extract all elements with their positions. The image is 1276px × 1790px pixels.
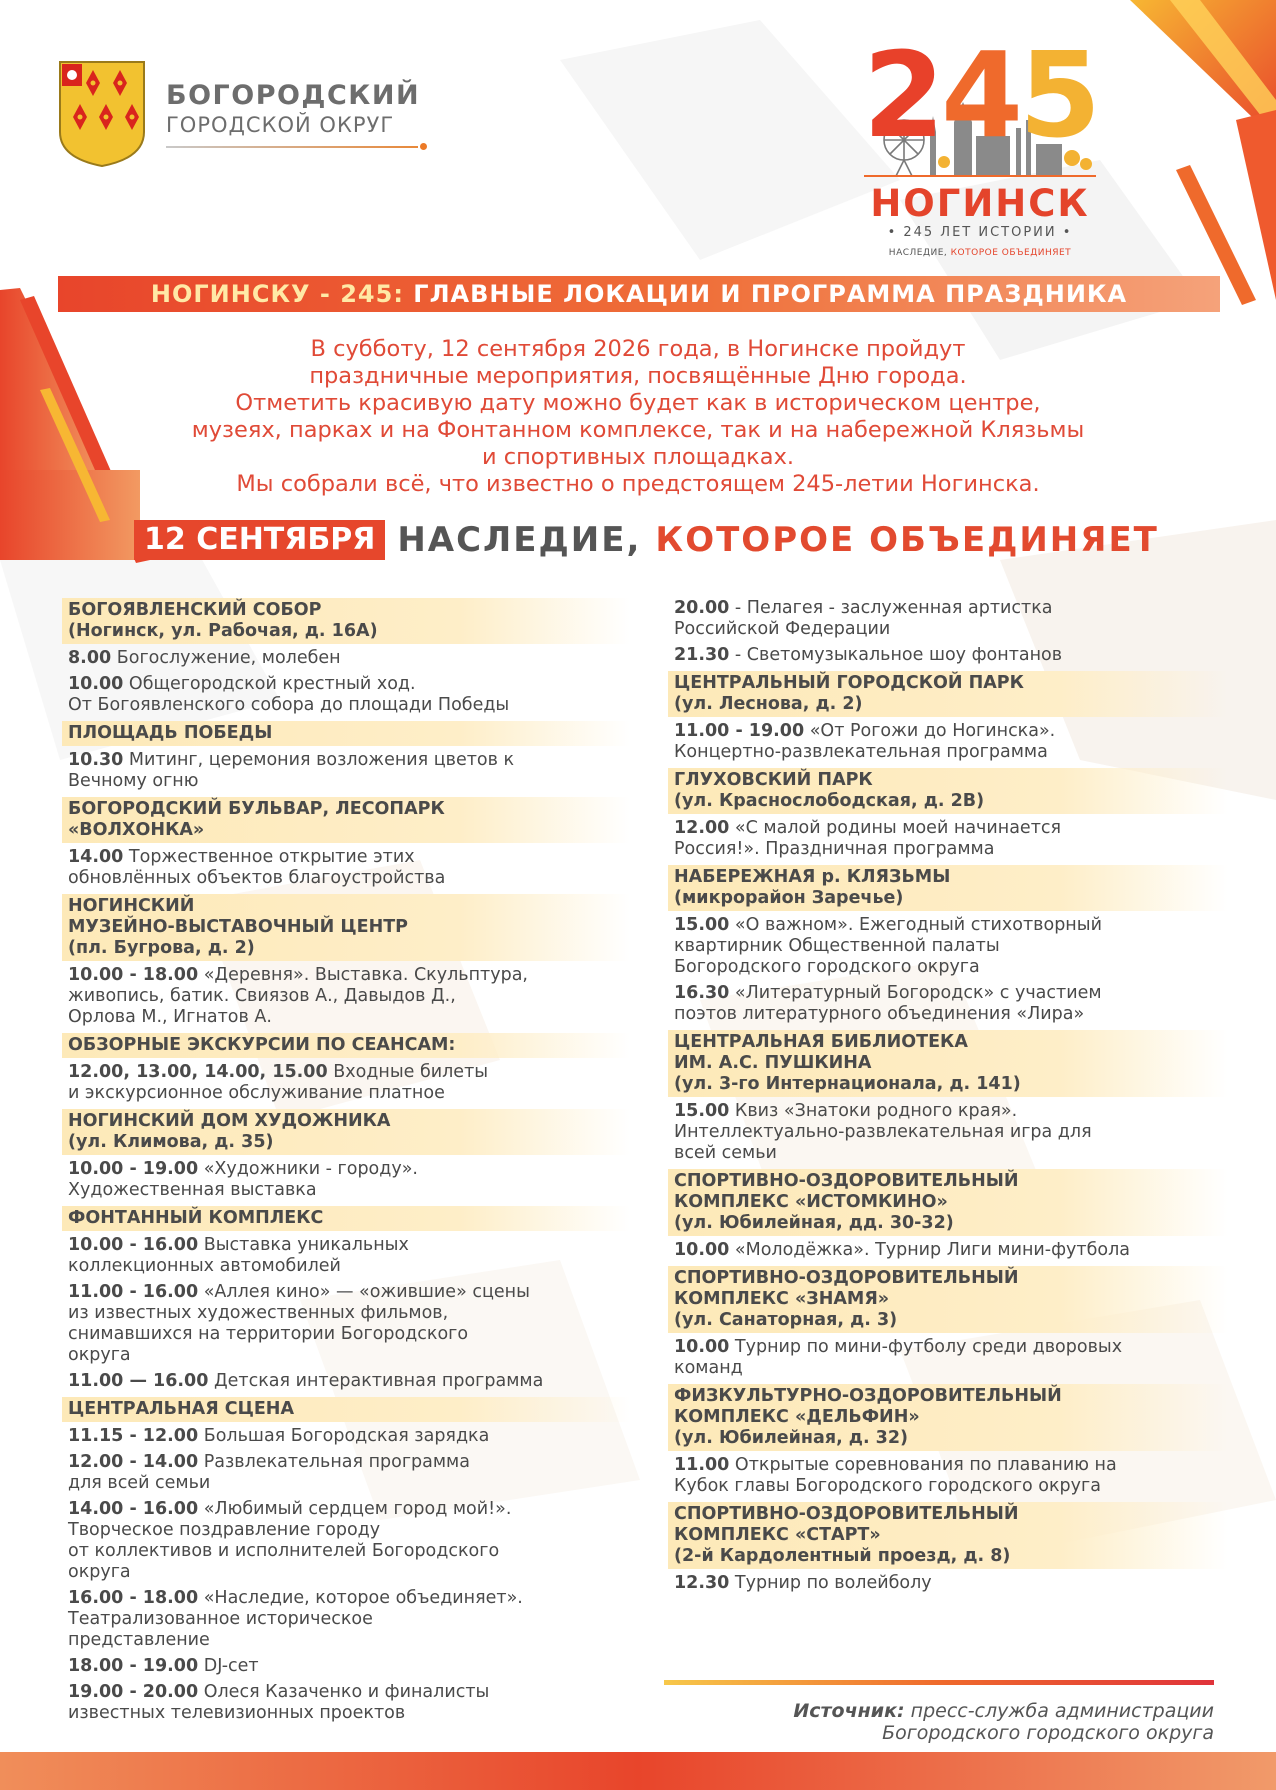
schedule-event-line: 11.15 - 12.00 Большая Богородская зарядка (68, 1426, 490, 1446)
venue-heading-line: КОМПЛЕКС «ЗНАМЯ» (674, 1289, 890, 1309)
venue-heading-line: КОМПЛЕКС «ИСТОМКИНО» (674, 1192, 948, 1212)
schedule-event-line: 19.00 - 20.00 Олеся Казаченко и финалисты (68, 1682, 490, 1702)
schedule-event-line: живопись, батик. Свиязов А., Давыдов Д., (68, 986, 456, 1006)
schedule-event-line: Концертно-развлекательная программа (674, 742, 1048, 762)
venue-heading-line: ИМ. А.С. ПУШКИНА (674, 1053, 872, 1073)
venue-heading-line: НОГИНСКИЙ ДОМ ХУДОЖНИКА (68, 1111, 391, 1131)
schedule-event-line: 14.00 Торжественное открытие этих (68, 847, 415, 867)
venue-heading-line: ПЛОЩАДЬ ПОБЕДЫ (68, 723, 273, 743)
venue-heading-line: БОГОЯВЛЕНСКИЙ СОБОР (68, 600, 322, 620)
event-time: 10.00 (674, 1337, 730, 1357)
event-time: 16.30 (674, 983, 730, 1003)
venue-heading-line: СПОРТИВНО-ОЗДОРОВИТЕЛЬНЫЙ (674, 1504, 1019, 1524)
source-credit (620, 1700, 1214, 1744)
intro-line: В субботу, 12 сентября 2026 года, в Ногинске пройдут (310, 336, 966, 362)
schedule-event-line: Театрализованное историческое (68, 1609, 373, 1629)
schedule-event-line: квартирник Общественной палаты (674, 936, 1000, 956)
venue-heading (62, 1109, 630, 1155)
schedule-event (674, 598, 1222, 640)
event-time: 20.00 (674, 598, 730, 618)
schedule-event (674, 721, 1222, 763)
schedule-event-line: 11.00 — 16.00 Детская интерактивная программа (68, 1371, 544, 1391)
event-time: 10.30 (68, 750, 124, 770)
schedule-event-line: всей семьи (674, 1143, 777, 1163)
schedule-event-line: 11.00 - 16.00 «Аллея кино» — «ожившие» сцены (68, 1282, 530, 1302)
logo-years-history: • 245 ЛЕТ ИСТОРИИ • (887, 225, 1073, 240)
event-time: 15.00 (674, 1101, 730, 1121)
venue-heading-line: СПОРТИВНО-ОЗДОРОВИТЕЛЬНЫЙ (674, 1268, 1019, 1288)
schedule-event-line: округа (68, 1562, 131, 1582)
schedule-event (68, 847, 624, 889)
schedule-event (674, 1240, 1222, 1261)
source-label: Источник: (793, 1700, 905, 1722)
venue-heading (668, 1266, 1228, 1333)
source-text1: пресс-служба администрации (910, 1700, 1214, 1722)
venue-heading-line: (ул. 3-го Интернационала, д. 141) (674, 1074, 1021, 1094)
schedule-event-line: 14.00 - 16.00 «Любимый сердцем город мой!». (68, 1499, 512, 1519)
source-divider (664, 1680, 1214, 1685)
schedule-event (674, 1455, 1222, 1497)
schedule-event (674, 915, 1222, 978)
schedule-event (68, 750, 624, 792)
event-time: 21.30 (674, 645, 730, 665)
page-title-highlight: НОГИНСКУ - 245: (150, 280, 404, 308)
event-time: 10.00 (674, 1240, 730, 1260)
banner-text-1: НАСЛЕДИЕ, (397, 520, 642, 560)
venue-heading (668, 1169, 1228, 1236)
schedule-event-line: 16.30 «Литературный Богородск» с участием (674, 983, 1102, 1003)
schedule-event-line: из известных художественных фильмов, (68, 1303, 449, 1323)
intro-line: праздничные мероприятия, посвящённые Дню города. (309, 363, 967, 389)
schedule-event-line: Интеллектуально-развлекательная игра для (674, 1122, 1092, 1142)
schedule-event-line: округа (68, 1345, 131, 1365)
schedule-event-line: Художественная выставка (68, 1180, 317, 1200)
schedule-event-line: Вечному огню (68, 771, 199, 791)
schedule-event-line: 10.00 Общегородской крестный ход. (68, 674, 416, 694)
schedule-event-line: 16.00 - 18.00 «Наследие, которое объединяет». (68, 1588, 523, 1608)
event-time: 18.00 - 19.00 (68, 1656, 199, 1676)
schedule-event-line: 10.00 «Молодёжка». Турнир Лиги мини-футбола (674, 1240, 1131, 1260)
event-time: 15.00 (674, 915, 730, 935)
schedule-event (68, 648, 624, 669)
district-name (166, 80, 420, 148)
venue-heading-line: НОГИНСКИЙ (68, 896, 195, 916)
schedule-event-line: известных телевизионных проектов (68, 1703, 406, 1723)
schedule-event (68, 1426, 624, 1447)
venue-heading-line: КОМПЛЕКС «СТАРТ» (674, 1525, 881, 1545)
venue-heading (668, 865, 1228, 911)
schedule-event-line: 10.00 - 18.00 «Деревня». Выставка. Скульптура, (68, 965, 528, 985)
venue-heading-line: (пл. Бугрова, д. 2) (68, 938, 255, 958)
schedule-event-line: 10.00 Турнир по мини-футболу среди дворовых (674, 1337, 1123, 1357)
schedule-event-line: снимавшихся на территории Богородского (68, 1324, 469, 1344)
event-time: 10.00 (68, 674, 124, 694)
intro-line: музеях, парках и на Фонтанном комплексе, так и на набережной Клязьмы (191, 417, 1085, 443)
venue-heading-line: ЦЕНТРАЛЬНАЯ СЦЕНА (68, 1399, 294, 1419)
venue-heading-line: (ул. Климова, д. 35) (68, 1132, 274, 1152)
venue-heading (668, 1384, 1228, 1451)
venue-heading (62, 598, 630, 644)
event-time: 8.00 (68, 648, 112, 668)
venue-heading (62, 797, 630, 843)
event-time: 11.00 (674, 1455, 730, 1475)
venue-heading-line: ЦЕНТРАЛЬНАЯ БИБЛИОТЕКА (674, 1032, 968, 1052)
schedule-event (68, 1159, 624, 1201)
district-coat-of-arms (58, 60, 146, 168)
schedule-event (68, 1235, 624, 1277)
venue-heading-line: БОГОРОДСКИЙ БУЛЬВАР, ЛЕСОПАРК (68, 799, 445, 819)
event-time: 19.00 - 20.00 (68, 1682, 199, 1702)
schedule-event-line: представление (68, 1630, 210, 1650)
venue-heading-line: СПОРТИВНО-ОЗДОРОВИТЕЛЬНЫЙ (674, 1171, 1019, 1191)
schedule-event-line: 8.00 Богослужение, молебен (68, 648, 341, 668)
venue-heading (62, 1397, 630, 1422)
schedule-event (68, 1682, 624, 1724)
schedule-event (68, 1371, 624, 1392)
venue-heading (62, 721, 630, 746)
logo-motto-part1: НАСЛЕДИЕ, (888, 248, 948, 258)
schedule-right-column (674, 598, 1222, 1599)
schedule-event (68, 1452, 624, 1494)
venue-heading-line: НАБЕРЕЖНАЯ р. КЛЯЗЬМЫ (674, 867, 951, 887)
event-time: 10.00 - 16.00 (68, 1235, 199, 1255)
digit-2: 2 (862, 26, 941, 164)
schedule-event (68, 1499, 624, 1583)
venue-heading-line: ГЛУХОВСКИЙ ПАРК (674, 770, 873, 790)
schedule-event (68, 1656, 624, 1677)
event-time: 11.00 — 16.00 (68, 1371, 209, 1391)
event-time: 16.00 - 18.00 (68, 1588, 199, 1608)
venue-heading-line: КОМПЛЕКС «ДЕЛЬФИН» (674, 1407, 920, 1427)
logo-city-name: НОГИНСК (870, 182, 1090, 225)
venue-heading (668, 671, 1228, 717)
venue-heading (668, 1030, 1228, 1097)
schedule-event-line: 18.00 - 19.00 DJ-сет (68, 1656, 259, 1676)
schedule-event-line: Творческое поздравление городу (68, 1520, 381, 1540)
schedule-event-line: Богородского городского округа (674, 957, 980, 977)
venue-heading-line: «ВОЛХОНКА» (68, 820, 205, 840)
anniversary-number (860, 26, 1100, 164)
venue-heading-line: (ул. Краснослободская, д. 2В) (674, 791, 985, 811)
schedule-event-line: 12.30 Турнир по волейболу (674, 1573, 932, 1593)
venue-heading-line: ФИЗКУЛЬТУРНО-ОЗДОРОВИТЕЛЬНЫЙ (674, 1386, 1062, 1406)
venue-heading-line: (ул. Юбилейная, дд. 30-32) (674, 1213, 954, 1233)
event-time: 14.00 - 16.00 (68, 1499, 199, 1519)
page-title (58, 276, 1220, 312)
anniversary-logo (860, 26, 1100, 258)
venue-heading-line: (ул. Юбилейная, д. 32) (674, 1428, 909, 1448)
schedule-event (674, 645, 1222, 666)
intro-line: и спортивных площадках. (481, 444, 795, 470)
banner-date: 12 СЕНТЯБРЯ (134, 520, 385, 560)
event-time: 10.00 - 18.00 (68, 965, 199, 985)
venue-heading-line: ФОНТАННЫЙ КОМПЛЕКС (68, 1208, 324, 1228)
venue-heading (62, 894, 630, 961)
venue-heading-line: ОБЗОРНЫЕ ЭКСКУРСИИ ПО СЕАНСАМ: (68, 1035, 456, 1055)
schedule-left-column (68, 598, 624, 1729)
schedule-event-line: 10.00 - 19.00 «Художники - городу». (68, 1159, 418, 1179)
schedule-event (68, 674, 624, 716)
schedule-event (68, 965, 624, 1028)
venue-heading (62, 1206, 630, 1231)
venue-heading-line: ЦЕНТРАЛЬНЫЙ ГОРОДСКОЙ ПАРК (674, 673, 1024, 693)
venue-heading-line: (ул. Санаторная, д. 3) (674, 1310, 898, 1330)
schedule-event-line: коллекционных автомобилей (68, 1256, 341, 1276)
page-title-rest: ГЛАВНЫЕ ЛОКАЦИИ И ПРОГРАММА ПРАЗДНИКА (413, 280, 1128, 308)
schedule-event-line: 15.00 «О важном». Ежегодный стихотворный (674, 915, 1102, 935)
event-time: 12.00, 13.00, 14.00, 15.00 (68, 1062, 328, 1082)
date-banner (134, 520, 1159, 560)
schedule-event (674, 983, 1222, 1025)
schedule-event-line: 12.00, 13.00, 14.00, 15.00 Входные билеты (68, 1062, 489, 1082)
schedule-event-line: Орлова М., Игнатов А. (68, 1007, 272, 1027)
schedule-event-line: Российской Федерации (674, 619, 891, 639)
event-time: 11.15 - 12.00 (68, 1426, 199, 1446)
venue-heading (668, 768, 1228, 814)
source-text2: Богородского городского округа (882, 1722, 1214, 1744)
district-name-line2: ГОРОДСКОЙ ОКРУГ (166, 113, 395, 137)
schedule-event-line: обновлённых объектов благоустройства (68, 868, 446, 888)
schedule-event-line: 11.00 - 19.00 «От Рогожи до Ногинска». (674, 721, 1056, 741)
schedule-event (674, 1101, 1222, 1164)
intro-line: Отметить красивую дату можно будет как в историческом центре, (235, 390, 1041, 416)
event-time: 12.00 - 14.00 (68, 1452, 199, 1472)
event-time: 12.00 (674, 818, 730, 838)
schedule-event-line: 21.30 - Светомузыкальное шоу фонтанов (674, 645, 1063, 665)
event-time: 11.00 - 19.00 (674, 721, 805, 741)
venue-heading-line: (Ногинск, ул. Рабочая, д. 16А) (68, 621, 378, 641)
event-time: 12.30 (674, 1573, 730, 1593)
logo-motto (860, 248, 1100, 258)
schedule-event-line: 12.00 «С малой родины моей начинается (674, 818, 1062, 838)
schedule-event-line: Россия!». Праздничная программа (674, 839, 995, 859)
digit-4: 4 (940, 26, 1020, 164)
schedule-event (68, 1588, 624, 1651)
schedule-event-line: и экскурсионное обслуживание платное (68, 1083, 445, 1103)
schedule-event-line: 12.00 - 14.00 Развлекательная программа (68, 1452, 470, 1472)
event-time: 10.00 - 19.00 (68, 1159, 199, 1179)
venue-heading-line: МУЗЕЙНО-ВЫСТАВОЧНЫЙ ЦЕНТР (68, 917, 408, 937)
source-line1 (620, 1700, 1214, 1722)
schedule-event-line: от коллективов и исполнителей Богородского (68, 1541, 500, 1561)
venue-heading (668, 1502, 1228, 1569)
district-name-line1: БОГОРОДСКИЙ (166, 80, 421, 111)
schedule-event (674, 818, 1222, 860)
schedule-event-line: От Богоявленского собора до площади Победы (68, 695, 510, 715)
schedule-event-line: 10.30 Митинг, церемония возложения цветов к (68, 750, 515, 770)
banner-text-2: КОТОРОЕ ОБЪЕДИНЯЕТ (655, 520, 1159, 560)
schedule-event (68, 1062, 624, 1104)
schedule-event (68, 1282, 624, 1366)
event-time: 14.00 (68, 847, 124, 867)
venue-heading (62, 1033, 630, 1058)
venue-heading-line: (ул. Леснова, д. 2) (674, 694, 863, 714)
intro-line: Мы собрали всё, что известно о предстоящем 245-летии Ногинска. (236, 471, 1040, 497)
schedule-event-line: 11.00 Открытые соревнования по плаванию на (674, 1455, 1117, 1475)
schedule-event-line: 15.00 Квиз «Знатоки родного края». (674, 1101, 1018, 1121)
intro-text (70, 336, 1206, 498)
digit-5: 5 (1019, 26, 1098, 164)
schedule-event-line: 10.00 - 16.00 Выставка уникальных (68, 1235, 409, 1255)
schedule-event (674, 1337, 1222, 1379)
venue-heading-line: (2-й Кардолентный проезд, д. 8) (674, 1546, 1011, 1566)
schedule-event (674, 1573, 1222, 1594)
event-time: 11.00 - 16.00 (68, 1282, 199, 1302)
venue-heading-line: (микрорайон Заречье) (674, 888, 904, 908)
schedule-event-line: команд (674, 1358, 743, 1378)
schedule-event-line: для всей семьи (68, 1473, 211, 1493)
district-underline (166, 146, 418, 148)
schedule-event-line: поэтов литературного объединения «Лира» (674, 1004, 1085, 1024)
schedule-event-line: 20.00 - Пелагея - заслуженная артистка (674, 598, 1053, 618)
schedule-event-line: Кубок главы Богородского городского округа (674, 1476, 1101, 1496)
logo-motto-part2: КОТОРОЕ ОБЪЕДИНЯЕТ (950, 248, 1072, 258)
bottom-decor-bar (0, 1752, 1276, 1790)
